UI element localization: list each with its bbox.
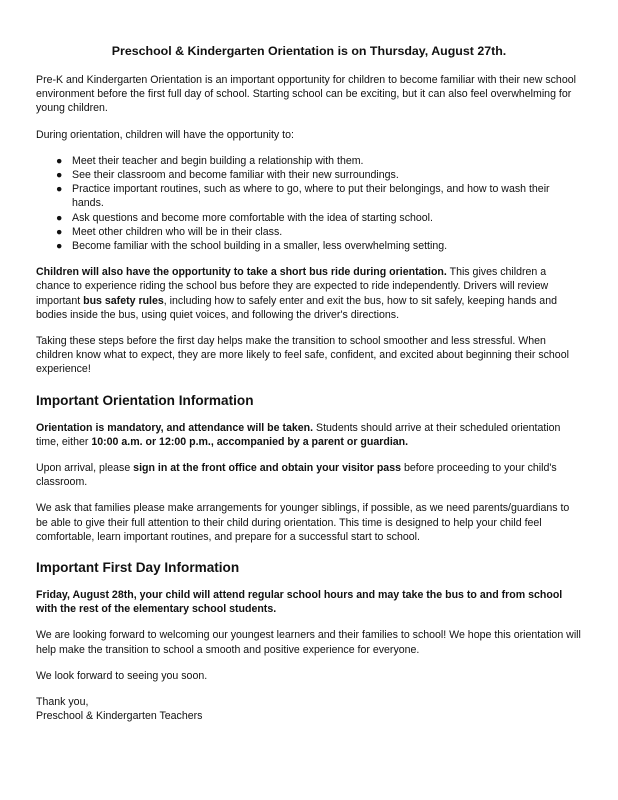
document-title: Preschool & Kindergarten Orientation is on Thursday, August 27th. [111, 44, 507, 58]
mandatory-paragraph [36, 421, 582, 449]
list-item-text: Ask questions and become more comfortable with the idea of starting school. [72, 211, 433, 224]
list-item-text: Meet their teacher and begin building a relationship with them. [72, 154, 364, 167]
orientation-info-heading: Important Orientation Information [36, 392, 254, 408]
list-item-text: Meet other children who will be in their class. [72, 225, 283, 238]
bullet-icon: ● [56, 154, 63, 167]
list-item [36, 154, 582, 168]
arrival-text-1: Upon arrival, please [36, 462, 134, 475]
first-day-heading: Important First Day Information [36, 560, 240, 576]
bus-lead-bold: Children will also have the opportunity to take a short bus ride during orientation. [36, 266, 447, 279]
during-intro-paragraph: During orientation, children will have the opportunity to: [36, 128, 294, 141]
friday-bold: Friday, August 28th, your child will attend regular school hours and may take the bus to and from school with the rest of the elementary school students. [36, 589, 563, 616]
signature-signer: Preschool & Kindergarten Teachers [36, 710, 203, 723]
list-item [36, 225, 582, 239]
list-item [36, 239, 582, 253]
bullet-icon: ● [56, 211, 63, 224]
list-item-text: Practice important routines, such as where to go, where to put their belongings, and how to wash their hands. [72, 183, 550, 210]
intro-paragraph: Pre-K and Kindergarten Orientation is an important opportunity for children to become familiar with their new school environment before the first full day of school. Starting school can be exciting, but it can also feel overwhelming for young children. [36, 74, 576, 115]
bus-text-1: This gives children a chance to experience riding the school bus before they are expected to ride independently. Drivers will review important [36, 266, 549, 307]
see-you-paragraph: We look forward to seeing you soon. [36, 669, 208, 682]
mandatory-bold: Orientation is mandatory, and attendance will be taken. [36, 421, 314, 434]
friday-paragraph [36, 588, 582, 616]
bus-paragraph [36, 265, 582, 322]
bullet-icon: ● [56, 169, 63, 182]
list-item-text: See their classroom and become familiar with their new surroundings. [72, 169, 399, 182]
list-item-text: Become familiar with the school building in a smaller, less overwhelming setting. [72, 240, 448, 253]
bullet-icon: ● [56, 183, 63, 196]
transition-paragraph: Taking these steps before the first day helps make the transition to school smoother and less stressful. When children know what to expect, they are more likely to feel safe, confident, and excited about beginning their school experience! [36, 335, 569, 376]
list-item [36, 168, 582, 182]
list-item [36, 211, 582, 225]
list-item [36, 182, 582, 210]
arrival-text-2: before proceeding to your child's classroom. [36, 462, 557, 489]
mandatory-text: Students should arrive at their scheduled orientation time, either [36, 421, 561, 448]
arrival-paragraph [36, 461, 582, 489]
siblings-paragraph: We ask that families please make arrangements for younger siblings, if possible, as we need parents/guardians to be able to give their full attention to their child during orientation. This time is designed to help your child feel comfortable, learn important routines, and prepare for a successful start to school. [36, 502, 570, 543]
signature-block [36, 695, 582, 723]
bullet-icon: ● [56, 225, 63, 238]
arrival-bold: sign in at the front office and obtain your visitor pass [133, 462, 401, 475]
opportunity-list [36, 154, 582, 253]
signature-thanks: Thank you, [36, 696, 89, 709]
bullet-icon: ● [56, 240, 63, 253]
times-bold: 10:00 a.m. or 12:00 p.m., accompanied by a parent or guardian. [91, 435, 409, 448]
bus-rules-bold: bus safety rules [83, 294, 164, 307]
welcome-paragraph: We are looking forward to welcoming our youngest learners and their families to school! We hope this orientation will help make the transition to school a smooth and positive experience for everyone. [36, 629, 581, 656]
bus-text-2: , including how to safely enter and exit the bus, how to sit safely, keeping hands and bodies inside the bus, using quiet voices, and following the driver's directions. [36, 294, 557, 321]
